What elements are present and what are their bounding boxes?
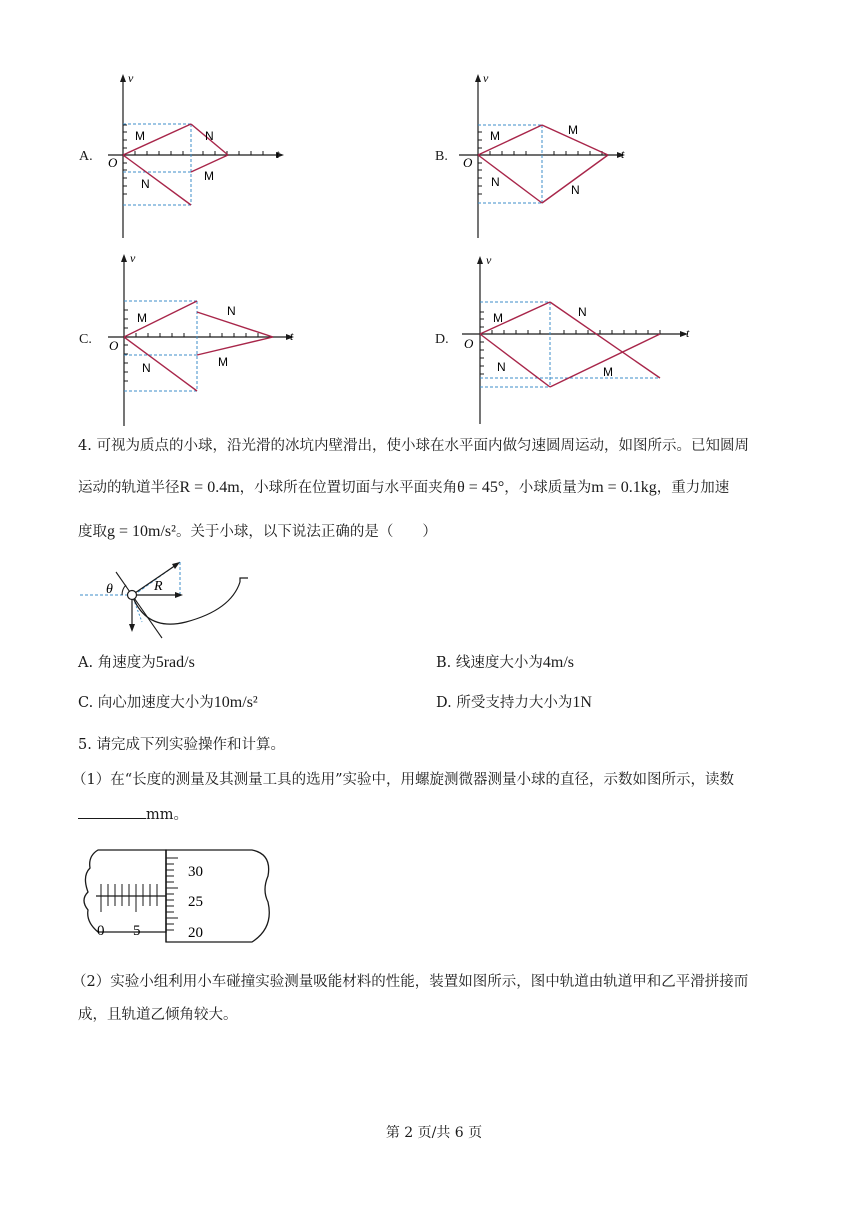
label-n-right: N <box>227 304 236 318</box>
mic-label-0: 0 <box>97 923 105 939</box>
label-m-right: M <box>218 355 228 369</box>
option-c-label: C. <box>79 332 92 347</box>
q4-option-b: B. 线速度大小为4m/s <box>436 654 574 671</box>
q4-option-a: A. 角速度为5rad/s <box>78 654 195 671</box>
q5-part2-line2: 成，且轨道乙倾角较大。 <box>78 1007 238 1023</box>
mic-label-5: 5 <box>133 923 141 939</box>
origin-label: O <box>463 155 473 170</box>
graph-c <box>100 250 300 430</box>
q4-line3: 度取g = 10m/s²。关于小球，以下说法正确的是（ ） <box>78 523 437 540</box>
label-m-top: M <box>137 311 147 325</box>
mic-label-30: 30 <box>188 864 203 880</box>
q5-title: 5. 请完成下列实验操作和计算。 <box>78 737 285 753</box>
axis-t-label: t <box>621 147 625 161</box>
axis-v-label: v <box>128 71 134 85</box>
graph-d <box>456 252 701 427</box>
label-n-bottom: N <box>497 360 506 374</box>
axis-t-label: t <box>276 147 280 161</box>
option-b-label: B. <box>435 149 448 164</box>
label-m-top: M <box>135 129 145 143</box>
label-m-right: M <box>568 123 578 137</box>
answer-blank[interactable] <box>78 804 146 819</box>
q4-figure <box>76 552 261 642</box>
page-footer: 第 2 页/共 6 页 <box>385 1125 483 1141</box>
option-d-label: D. <box>435 332 449 347</box>
label-m-top: M <box>490 129 500 143</box>
axis-v-label: v <box>130 251 136 265</box>
micrometer-figure <box>76 836 276 956</box>
axis-v-label: v <box>486 253 492 267</box>
graph-b <box>455 70 645 245</box>
mic-label-25: 25 <box>188 894 203 910</box>
label-n-right: N <box>205 129 214 143</box>
q4-line2: 运动的轨道半径R = 0.4m，小球所在位置切面与水平面夹角θ = 45°，小球质量为m = 0.1kg，重力加速 <box>78 479 730 496</box>
graph-a <box>100 70 290 245</box>
origin-label: O <box>109 338 119 353</box>
radius-label: R <box>154 579 163 594</box>
label-n-bottom: N <box>142 361 151 375</box>
q5-part1-line1: （1）在“长度的测量及其测量工具的选用”实验中，用螺旋测微器测量小球的直径，示数如图所示，读数 <box>72 772 735 788</box>
axis-t-label: t <box>290 329 294 343</box>
label-n-bottom: N <box>141 177 150 191</box>
option-a-label: A. <box>79 149 93 164</box>
q4-option-d: D. 所受支持力大小为1N <box>436 694 592 711</box>
q5-part2-line1: （2）实验小组利用小车碰撞实验测量吸能材料的性能，装置如图所示，图中轨道由轨道甲和乙平滑拼接而 <box>72 974 749 990</box>
origin-label: O <box>108 155 118 170</box>
q4-option-c: C. 向心加速度大小为10m/s² <box>78 694 258 711</box>
label-m-right: M <box>204 169 214 183</box>
label-n-right: N <box>578 305 587 319</box>
axis-v-label: v <box>483 71 489 85</box>
axis-t-label: t <box>686 326 690 340</box>
q4-line1: 4. 可视为质点的小球，沿光滑的冰坑内壁滑出，使小球在水平面内做匀速圆周运动，如图所示。已知圆周 <box>78 438 749 454</box>
label-m-right: M <box>603 365 613 379</box>
label-n-bottom: N <box>491 175 500 189</box>
theta-label: θ <box>106 582 113 597</box>
label-n-right: N <box>571 183 580 197</box>
q5-part1-line2: mm。 <box>78 804 188 825</box>
label-m-top: M <box>493 311 503 325</box>
origin-label: O <box>464 336 474 351</box>
mic-label-20: 20 <box>188 925 203 941</box>
